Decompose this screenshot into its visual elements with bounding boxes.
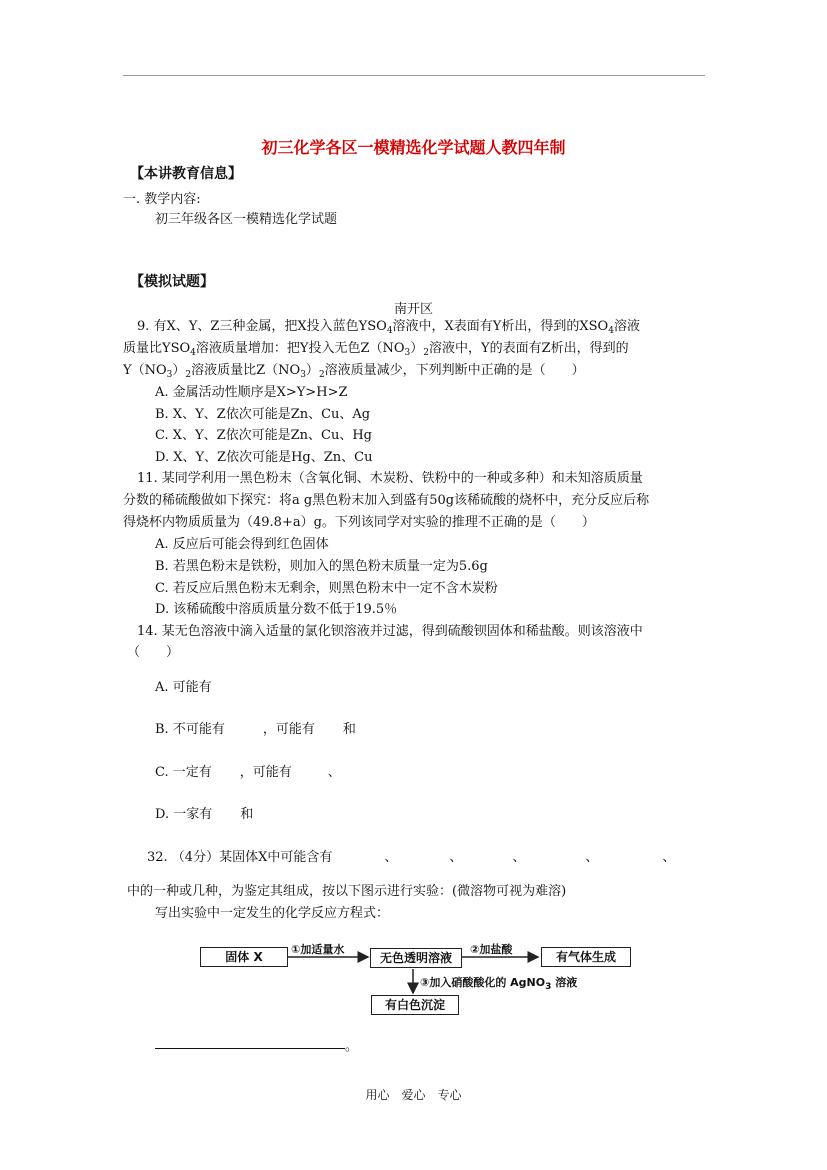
q9-line-1: 9. 有X、Y、Z三种金属，把X投入蓝色$YSO_4$溶液中，X表面有Y析出，得到的$XSO_4$溶液 [137, 319, 640, 336]
box-clear-solution: 无色透明溶液 [370, 948, 462, 968]
q11-option-c: C. 若反应后黑色粉末无剩余，则黑色粉末中一定不含木炭粉 [155, 581, 498, 596]
q9-option-b: B. X、Y、Z依次可能是Zn、Cu、Ag [155, 407, 371, 422]
q9-option-d: D. X、Y、Z依次可能是Hg、Zn、Cu [155, 450, 373, 465]
answer-blank-line [155, 1048, 345, 1049]
answer-end-mark: 。 [345, 1039, 359, 1054]
experiment-flow-diagram [195, 938, 645, 1018]
q14-option-b: B. 不可能有 ，可能有 和 [155, 722, 356, 737]
q9-line-2: 质量比$YSO_4$溶液质量增加：把Y投入无色$Z(NO_3)_2$溶液中，Y的表面有Z析出，得到的 [123, 341, 629, 358]
q14-line-2: （ ） [127, 645, 180, 660]
q9-option-c: C. X、Y、Z依次可能是Zn、Cu、Hg [155, 428, 373, 443]
q11-line-2: 分数的稀硫酸做如下探究：将a g黑色粉末加入到盛有50g该稀硫酸的烧杯中，充分反应后称 [123, 493, 650, 508]
q14-line-1: 14. 某无色溶液中滴入适量的氯化钡溶液并过滤，得到硫酸钡固体和稀盐酸。则该溶液中 [137, 624, 643, 639]
q11-option-a: A. 反应后可能会得到红色固体 [155, 537, 329, 552]
header-rule [123, 75, 705, 76]
label-step-1: ①加适量水 [291, 943, 345, 956]
teaching-content: 初三年级各区一模精选化学试题 [155, 212, 338, 227]
q14-option-c: C. 一定有 ，可能有 、 [155, 765, 341, 780]
q11-option-d: D. 该稀硫酸中溶质质量分数不低于19.5％ [155, 602, 398, 617]
document-title: 初三化学各区一模精选化学试题人教四年制 [261, 138, 566, 157]
box-white-precipitate: 有白色沉淀 [371, 995, 459, 1015]
label-step-3: ③加入硝酸酸化的 AgNO$_3$ 溶液 [420, 976, 578, 992]
q11-line-3: 得烧杯内物质质量为（49.8+a）g。下列该同学对实验的推理不正确的是（ ） [123, 515, 595, 530]
q11-line-1: 11. 某同学利用一黑色粉末（含氧化铜、木炭粉、铁粉中的一种或多种）和未知溶质质量 [137, 471, 643, 486]
q32-line-3: 写出实验中一定发生的化学反应方程式： [155, 906, 390, 921]
q11-option-b: B. 若黑色粉末是铁粉，则加入的黑色粉末质量一定为5.6g [155, 559, 488, 574]
box-solid-x: 固体 X [200, 947, 288, 967]
section-mock-heading: 【模拟试题】 [130, 274, 214, 290]
q9-option-a: A. 金属活动性顺序是X>Y>H>Z [155, 385, 348, 400]
teaching-label: 一. 教学内容: [123, 192, 201, 207]
section-info-heading: 【本讲教育信息】 [130, 166, 242, 182]
district-label: 南开区 [393, 302, 433, 317]
page-footer: 用心 爱心 专心 [365, 1088, 462, 1102]
q14-option-d: D. 一家有 和 [155, 807, 254, 822]
q9-line-3: $Y(NO_3)_2$溶液质量比$Z(NO_3)_2$溶液质量减少，下列判断中正确的是（ ） [123, 363, 585, 380]
q32-line-2: 中的一种或几种，为鉴定其组成，按以下图示进行实验：(微溶物可视为难溶) [127, 884, 567, 899]
box-gas-generated: 有气体生成 [541, 947, 631, 967]
q14-option-a: A. 可能有 [155, 680, 212, 695]
q32-line-1: 32. （4分）某固体X中可能含有 、 、 、 、 、 [147, 850, 676, 865]
label-step-2: ②加盐酸 [470, 943, 513, 956]
